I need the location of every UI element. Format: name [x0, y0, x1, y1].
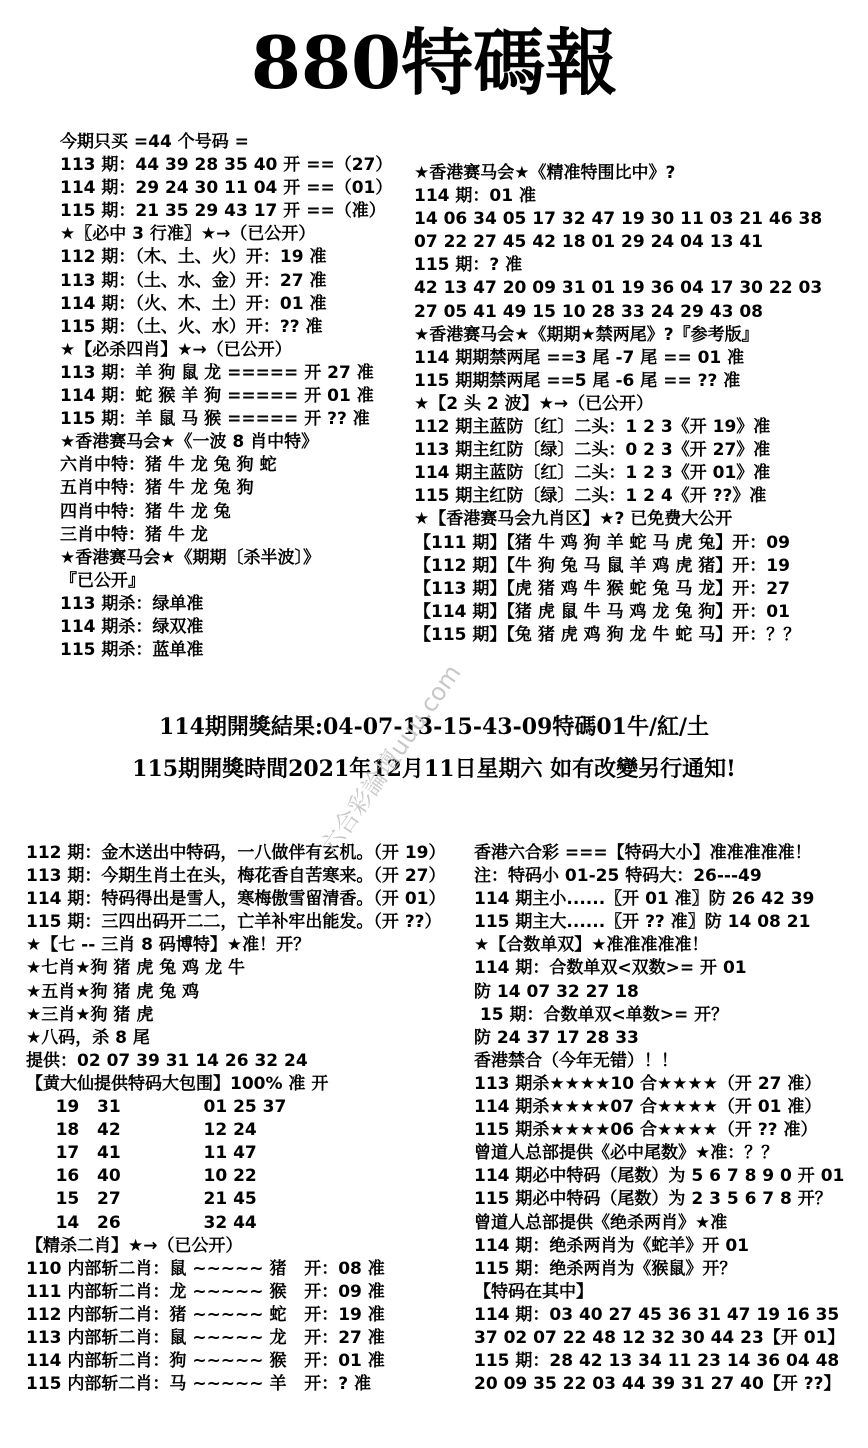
text-line: 114 期：01 准	[414, 186, 536, 207]
left-bottom-column	[26, 842, 476, 1396]
text-line: 16 40 10 22	[26, 1166, 257, 1187]
text-line: 【112 期】【牛 狗 兔 马 鼠 羊 鸡 虎 猪】开：19	[414, 555, 790, 576]
next-draw-line: 115期開獎時間2021年12月11日星期六 如有改變另行通知!	[132, 756, 736, 782]
text-line: ★香港赛马会★《一波 8 肖中特》	[60, 432, 319, 453]
text-line: 27 05 41 49 15 10 28 33 24 29 43 08	[414, 301, 763, 322]
text-line: 112 期：（木、土、火）开：19 准	[60, 247, 327, 268]
text-line: 115 期：? 准	[414, 255, 523, 276]
left-top-column	[60, 131, 410, 662]
text-line: ★【必杀四肖】★→（已公开）	[60, 339, 292, 360]
text-line: 19 31 01 25 37	[26, 1097, 287, 1118]
text-line: ★香港赛马会★《期期★禁两尾》?『参考版』	[414, 324, 759, 345]
text-line: 115 期：（土、火、水）开：?? 准	[60, 316, 323, 337]
text-line: 114 期：29 24 30 11 04 开 ==（01）	[60, 178, 393, 199]
text-line: 115 期期禁两尾 ==5 尾 -6 尾 == ?? 准	[414, 370, 741, 391]
text-line: 115 期：绝杀两肖为《猴鼠》开？	[474, 1258, 737, 1279]
draw-result-line: 114期開獎結果:04-07-13-15-43-09特碼01牛/紅/土	[158, 714, 710, 740]
text-line: 115 期主红防〔绿〕二头：1 2 4《开 ??》准	[414, 486, 767, 507]
text-line: 防 24 37 17 28 33	[474, 1027, 639, 1048]
text-line: 111 内部斩二肖：龙 ~~~~~ 猴 开：09 准	[26, 1281, 385, 1302]
text-line: 115 内部斩二肖：马 ~~~~~ 羊 开：? 准	[26, 1374, 371, 1395]
text-line: 14 26 32 44	[26, 1212, 257, 1233]
text-line: ★【合数单双】★准准准准准！	[474, 935, 709, 956]
text-line: 112 期主蓝防〔红〕二头：1 2 3《开 19》准	[414, 417, 771, 438]
text-line: 114 期主蓝防〔红〕二头：1 2 3《开 01》准	[414, 463, 771, 484]
text-line: 114 期：蛇 猴 羊 狗 ===== 开 01 准	[60, 386, 374, 407]
text-line: 18 42 12 24	[26, 1120, 257, 1141]
text-line: 曾道人总部提供《必中尾数》★准：？？	[474, 1143, 779, 1164]
text-line: 113 内部斩二肖：鼠 ~~~~~ 龙 开：27 准	[26, 1327, 385, 1348]
watermark: 六合彩論壇uuu.com	[314, 659, 467, 860]
text-line: 防 14 07 32 27 18	[474, 981, 639, 1002]
text-line: 17 41 11 47	[26, 1143, 257, 1164]
text-line: 114 期：（火、木、土）开：01 准	[60, 293, 327, 314]
page-title: 880特碼報	[250, 20, 618, 105]
text-line: 四肖中特：猪 牛 龙 兔	[60, 501, 231, 522]
text-line: 15 期：合数单双<单数>= 开？	[474, 1004, 729, 1025]
text-line: ★香港赛马会★《精准特围比中》?	[414, 163, 676, 183]
text-line: 15 27 21 45	[26, 1189, 257, 1210]
text-line: 114 期主小......〖开 01 准〗防 26 42 39	[474, 889, 815, 910]
text-line: 114 内部斩二肖：狗 ~~~~~ 猴 开：01 准	[26, 1351, 385, 1372]
text-line: 【115 期】【兔 猪 虎 鸡 狗 龙 牛 蛇 马】开：？？	[414, 624, 801, 645]
text-line: ★【香港赛马会九肖区】★? 已免费大公开	[414, 509, 733, 530]
text-line: 【113 期】【虎 猪 鸡 牛 猴 蛇 兔 马 龙】开：27	[414, 578, 790, 599]
text-line: ★【七 -- 三肖 8 码博特】★准！开？	[26, 935, 311, 956]
text-line: 113 期：羊 狗 鼠 龙 ===== 开 27 准	[60, 362, 374, 383]
text-line: 六肖中特：猪 牛 龙 兔 狗 蛇	[60, 455, 277, 476]
text-line: 115 期：21 35 29 43 17 开 ==（准）	[60, 201, 386, 222]
text-line: 115 期：三四出码开二二，亡羊补牢出能发。（开 ??）	[26, 912, 442, 933]
right-bottom-column	[474, 842, 864, 1396]
text-line: 115 期：28 42 13 34 11 23 14 36 04 48	[474, 1351, 840, 1372]
text-line: 113 期：今期生肖土在头，梅花香自苦寒来。（开 27）	[26, 866, 446, 887]
text-line: ★八码，杀 8 尾	[26, 1027, 150, 1048]
right-top-column	[414, 162, 864, 647]
text-line: 【黄大仙提供特码大包围】100% 准 开	[26, 1073, 329, 1094]
text-line: 114 期：03 40 27 45 36 31 47 19 16 35	[474, 1304, 840, 1325]
text-line: 113 期：44 39 28 35 40 开 ==（27）	[60, 155, 393, 176]
text-line: 曾道人总部提供《绝杀两肖》★准	[474, 1212, 728, 1233]
text-line: 『已公开』	[60, 570, 145, 591]
text-line: 37 02 07 22 48 12 32 30 44 23【开 01】	[474, 1327, 845, 1348]
text-line: 115 期杀：蓝单准	[60, 640, 204, 661]
text-line: 今期只买 =44 个号码 =	[60, 132, 249, 152]
text-line: 114 期杀★★★★07 合★★★★（开 01 准）	[474, 1097, 822, 1118]
text-line: 提供：02 07 39 31 14 26 32 24	[26, 1050, 308, 1071]
text-line: 香港禁合（今年无错）！！	[474, 1050, 678, 1071]
text-line: 三肖中特：猪 牛 龙	[60, 524, 208, 545]
text-line: 114 期杀：绿双准	[60, 616, 204, 637]
text-line: 114 期：合数单双<双数>= 开 01	[474, 958, 747, 979]
text-line: 07 22 27 45 42 18 01 29 24 04 13 41	[414, 232, 763, 253]
text-line: 112 期：金木送出中特码，一八做伴有玄机。（开 19）	[26, 843, 446, 863]
text-line: 115 期：羊 鼠 马 猴 ===== 开 ?? 准	[60, 409, 370, 430]
text-line: 【114 期】【猪 虎 鼠 牛 马 鸡 龙 兔 狗】开：01	[414, 601, 790, 622]
text-line: ★七肖★狗 猪 虎 兔 鸡 龙 牛	[26, 958, 245, 979]
text-line: 112 内部斩二肖：猪 ~~~~~ 蛇 开：19 准	[26, 1304, 385, 1325]
text-line: 113 期杀★★★★10 合★★★★（开 27 准）	[474, 1073, 822, 1094]
text-line: 114 期期禁两尾 ==3 尾 -7 尾 == 01 准	[414, 347, 745, 368]
text-line: 20 09 35 22 03 44 39 31 27 40【开 ??】	[474, 1374, 841, 1395]
text-line: 五肖中特：猪 牛 龙 兔 狗	[60, 478, 254, 499]
text-line: 【精杀二肖】★→（已公开）	[26, 1235, 243, 1256]
text-line: 114 期必中特码（尾数）为 5 6 7 8 9 0 开 01	[474, 1166, 845, 1187]
text-line: ★五肖★狗 猪 虎 兔 鸡	[26, 981, 200, 1002]
text-line: 42 13 47 20 09 31 01 19 36 04 17 30 22 03	[414, 278, 823, 299]
text-line: 113 期杀：绿单准	[60, 593, 204, 614]
text-line: 14 06 34 05 17 32 47 19 30 11 03 21 46 38	[414, 209, 823, 230]
text-line: 113 期：（土、水、金）开：27 准	[60, 270, 327, 291]
text-line: 110 内部斩二肖：鼠 ~~~~~ 猪 开：08 准	[26, 1258, 385, 1279]
text-line: 114 期：特码得出是雪人，寒梅傲雪留清香。（开 01）	[26, 889, 446, 910]
text-line: ★〖必中 3 行准〗★→（已公开）	[60, 224, 316, 245]
text-line: ★三肖★狗 猪 虎	[26, 1004, 154, 1025]
text-line: 【111 期】【猪 牛 鸡 狗 羊 蛇 马 虎 兔】开：09	[414, 532, 790, 553]
text-line: 【特码在其中】	[474, 1281, 593, 1302]
text-line: 115 期杀★★★★06 合★★★★（开 ?? 准）	[474, 1120, 818, 1141]
text-line: 香港六合彩 ===【特码大小】准准准准准！	[474, 843, 812, 863]
text-line: 注：特码小 01-25 特码大：26---49	[474, 866, 762, 887]
text-line: ★香港赛马会★《期期〔杀半波〕》	[60, 547, 320, 568]
text-line: 114 期：绝杀两肖为《蛇羊》开 01	[474, 1235, 749, 1256]
text-line: ★【2 头 2 波】★→（已公开）	[414, 393, 654, 414]
text-line: 113 期主红防〔绿〕二头：0 2 3《开 27》准	[414, 440, 771, 461]
text-line: 115 期主大......〖开 ?? 准〗防 14 08 21	[474, 912, 811, 933]
text-line: 115 期必中特码（尾数）为 2 3 5 6 7 8 开？	[474, 1189, 832, 1210]
